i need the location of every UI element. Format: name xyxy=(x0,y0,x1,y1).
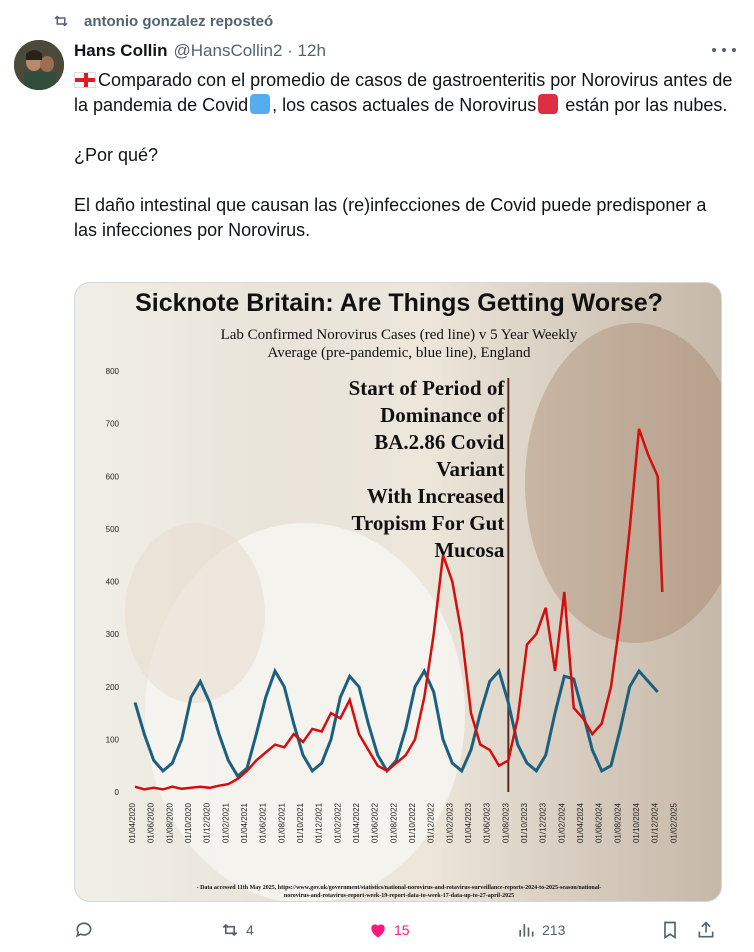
x-tick-label: 01/02/2023 xyxy=(445,802,455,844)
like-count: 15 xyxy=(394,922,410,938)
red-square-icon xyxy=(538,94,558,114)
x-tick-label: 01/06/2024 xyxy=(594,802,604,844)
x-tick-label: 01/08/2022 xyxy=(389,802,399,844)
norovirus-chart xyxy=(75,283,722,902)
x-tick-label: 01/08/2021 xyxy=(277,802,287,844)
y-tick-label: 700 xyxy=(105,419,119,429)
reply-icon xyxy=(74,920,94,940)
y-tick-label: 200 xyxy=(105,682,119,692)
x-tick-label: 01/10/2020 xyxy=(184,802,193,844)
avatar-photo-icon xyxy=(14,40,64,90)
y-tick-label: 800 xyxy=(105,367,119,376)
chart-annotation-line: Mucosa xyxy=(434,538,505,562)
chart-annotation-line: Dominance of xyxy=(380,403,505,427)
x-tick-label: 01/04/2024 xyxy=(576,802,585,844)
tweet-p1-b: , los casos actuales de Norovirus xyxy=(272,95,537,115)
y-tick-label: 600 xyxy=(105,472,119,482)
x-tick-label: 01/02/2025 xyxy=(669,802,679,844)
chart-annotation-line: Tropism For Gut xyxy=(351,511,505,535)
share-button[interactable] xyxy=(696,915,722,945)
x-tick-label: 01/02/2022 xyxy=(333,802,343,844)
x-tick-label: 01/04/2022 xyxy=(352,802,361,844)
chart-annotation-line: Variant xyxy=(436,457,505,481)
repost-count: 4 xyxy=(246,922,254,938)
x-tick-label: 01/10/2022 xyxy=(408,802,417,844)
reply-button[interactable] xyxy=(74,915,100,945)
x-tick-label: 01/08/2024 xyxy=(613,802,623,844)
chart-footnote-1: - Data accessed 11th May 2025, https://www.gov.uk/government/statistics/national-norovirus-and-rotavirus-surveillance-reports-2024-to-2025-season/national- xyxy=(196,885,602,891)
x-tick-label: 01/12/2022 xyxy=(426,802,436,844)
tweet-p1-c: están por las nubes. xyxy=(560,95,728,115)
views-icon xyxy=(516,920,536,940)
x-tick-label: 01/02/2024 xyxy=(557,802,567,844)
tweet-header xyxy=(74,40,738,62)
like-button[interactable] xyxy=(368,915,410,945)
x-tick-label: 01/12/2020 xyxy=(202,802,212,844)
x-tick-label: 01/06/2020 xyxy=(146,802,156,844)
repost-text: antonio gonzalez reposteó xyxy=(84,12,274,30)
x-tick-label: 01/06/2022 xyxy=(370,802,380,844)
tweet-actions xyxy=(74,915,724,945)
chart-annotation-line: BA.2.86 Covid xyxy=(374,430,505,454)
x-tick-label: 01/12/2023 xyxy=(538,802,548,844)
blue-square-icon xyxy=(250,94,270,114)
tweet-paragraph-3: El daño intestinal que causan las (re)infecciones de Covid puede predisponer a las infecciones por Norovirus. xyxy=(74,195,707,240)
bookmark-icon xyxy=(660,920,680,940)
chart-subtitle-2: Average (pre-pandemic, blue line), England xyxy=(267,345,531,361)
x-tick-label: 01/06/2023 xyxy=(482,802,492,844)
chart-title: Sicknote Britain: Are Things Getting Worse? xyxy=(135,289,663,317)
x-tick-label: 01/02/2021 xyxy=(221,802,231,844)
y-tick-label: 400 xyxy=(105,577,119,587)
repost-button[interactable] xyxy=(220,915,254,945)
y-tick-label: 100 xyxy=(105,735,119,745)
y-tick-label: 0 xyxy=(114,788,119,797)
x-tick-label: 01/12/2021 xyxy=(314,802,324,844)
x-tick-label: 01/04/2023 xyxy=(464,802,473,844)
chart-subtitle-1: Lab Confirmed Norovirus Cases (red line) v 5 Year Weekly xyxy=(220,327,578,343)
x-tick-label: 01/08/2020 xyxy=(165,802,175,844)
x-tick-label: 01/08/2023 xyxy=(501,802,511,844)
tweet-p1-a: Comparado con el promedio de casos de gastroenteritis por Norovirus antes de la pandemia de Covid xyxy=(74,70,733,115)
tweet-image[interactable] xyxy=(74,282,722,902)
x-tick-label: 01/10/2023 xyxy=(520,802,529,844)
tweet-text xyxy=(74,68,734,243)
x-tick-label: 01/10/2021 xyxy=(296,802,305,844)
england-flag-icon xyxy=(74,72,96,88)
heart-icon xyxy=(368,920,388,940)
y-tick-label: 300 xyxy=(105,630,119,640)
views-button[interactable] xyxy=(516,915,565,945)
views-count: 213 xyxy=(542,922,566,938)
x-tick-label: 01/12/2024 xyxy=(650,802,660,844)
author-name[interactable]: Hans Collin xyxy=(74,41,168,60)
chart-annotation-line: With Increased xyxy=(366,484,505,508)
bookmark-button[interactable] xyxy=(660,915,686,945)
x-tick-label: 01/10/2024 xyxy=(632,802,641,844)
x-tick-label: 01/04/2020 xyxy=(128,802,137,844)
author-handle-time[interactable]: @HansCollin2 · 12h xyxy=(173,41,326,60)
y-tick-label: 500 xyxy=(105,524,119,534)
repost-icon xyxy=(52,12,70,30)
chart-annotation-line: Start of Period of xyxy=(348,376,505,400)
share-icon xyxy=(696,920,716,940)
tweet-paragraph-1 xyxy=(74,68,734,118)
repost-indicator[interactable] xyxy=(52,12,273,30)
x-tick-label: 01/06/2021 xyxy=(258,802,268,844)
repost-action-icon xyxy=(220,920,240,940)
chart-footnote-2: norovirus-and-rotavirus-report-week-19-report-data-to-week-17-data-up-to-27-april-2025 xyxy=(283,893,515,899)
more-options-icon[interactable] xyxy=(712,40,736,60)
x-tick-label: 01/04/2021 xyxy=(240,802,249,844)
avatar[interactable] xyxy=(14,40,64,90)
tweet-paragraph-2: ¿Por qué? xyxy=(74,145,159,165)
